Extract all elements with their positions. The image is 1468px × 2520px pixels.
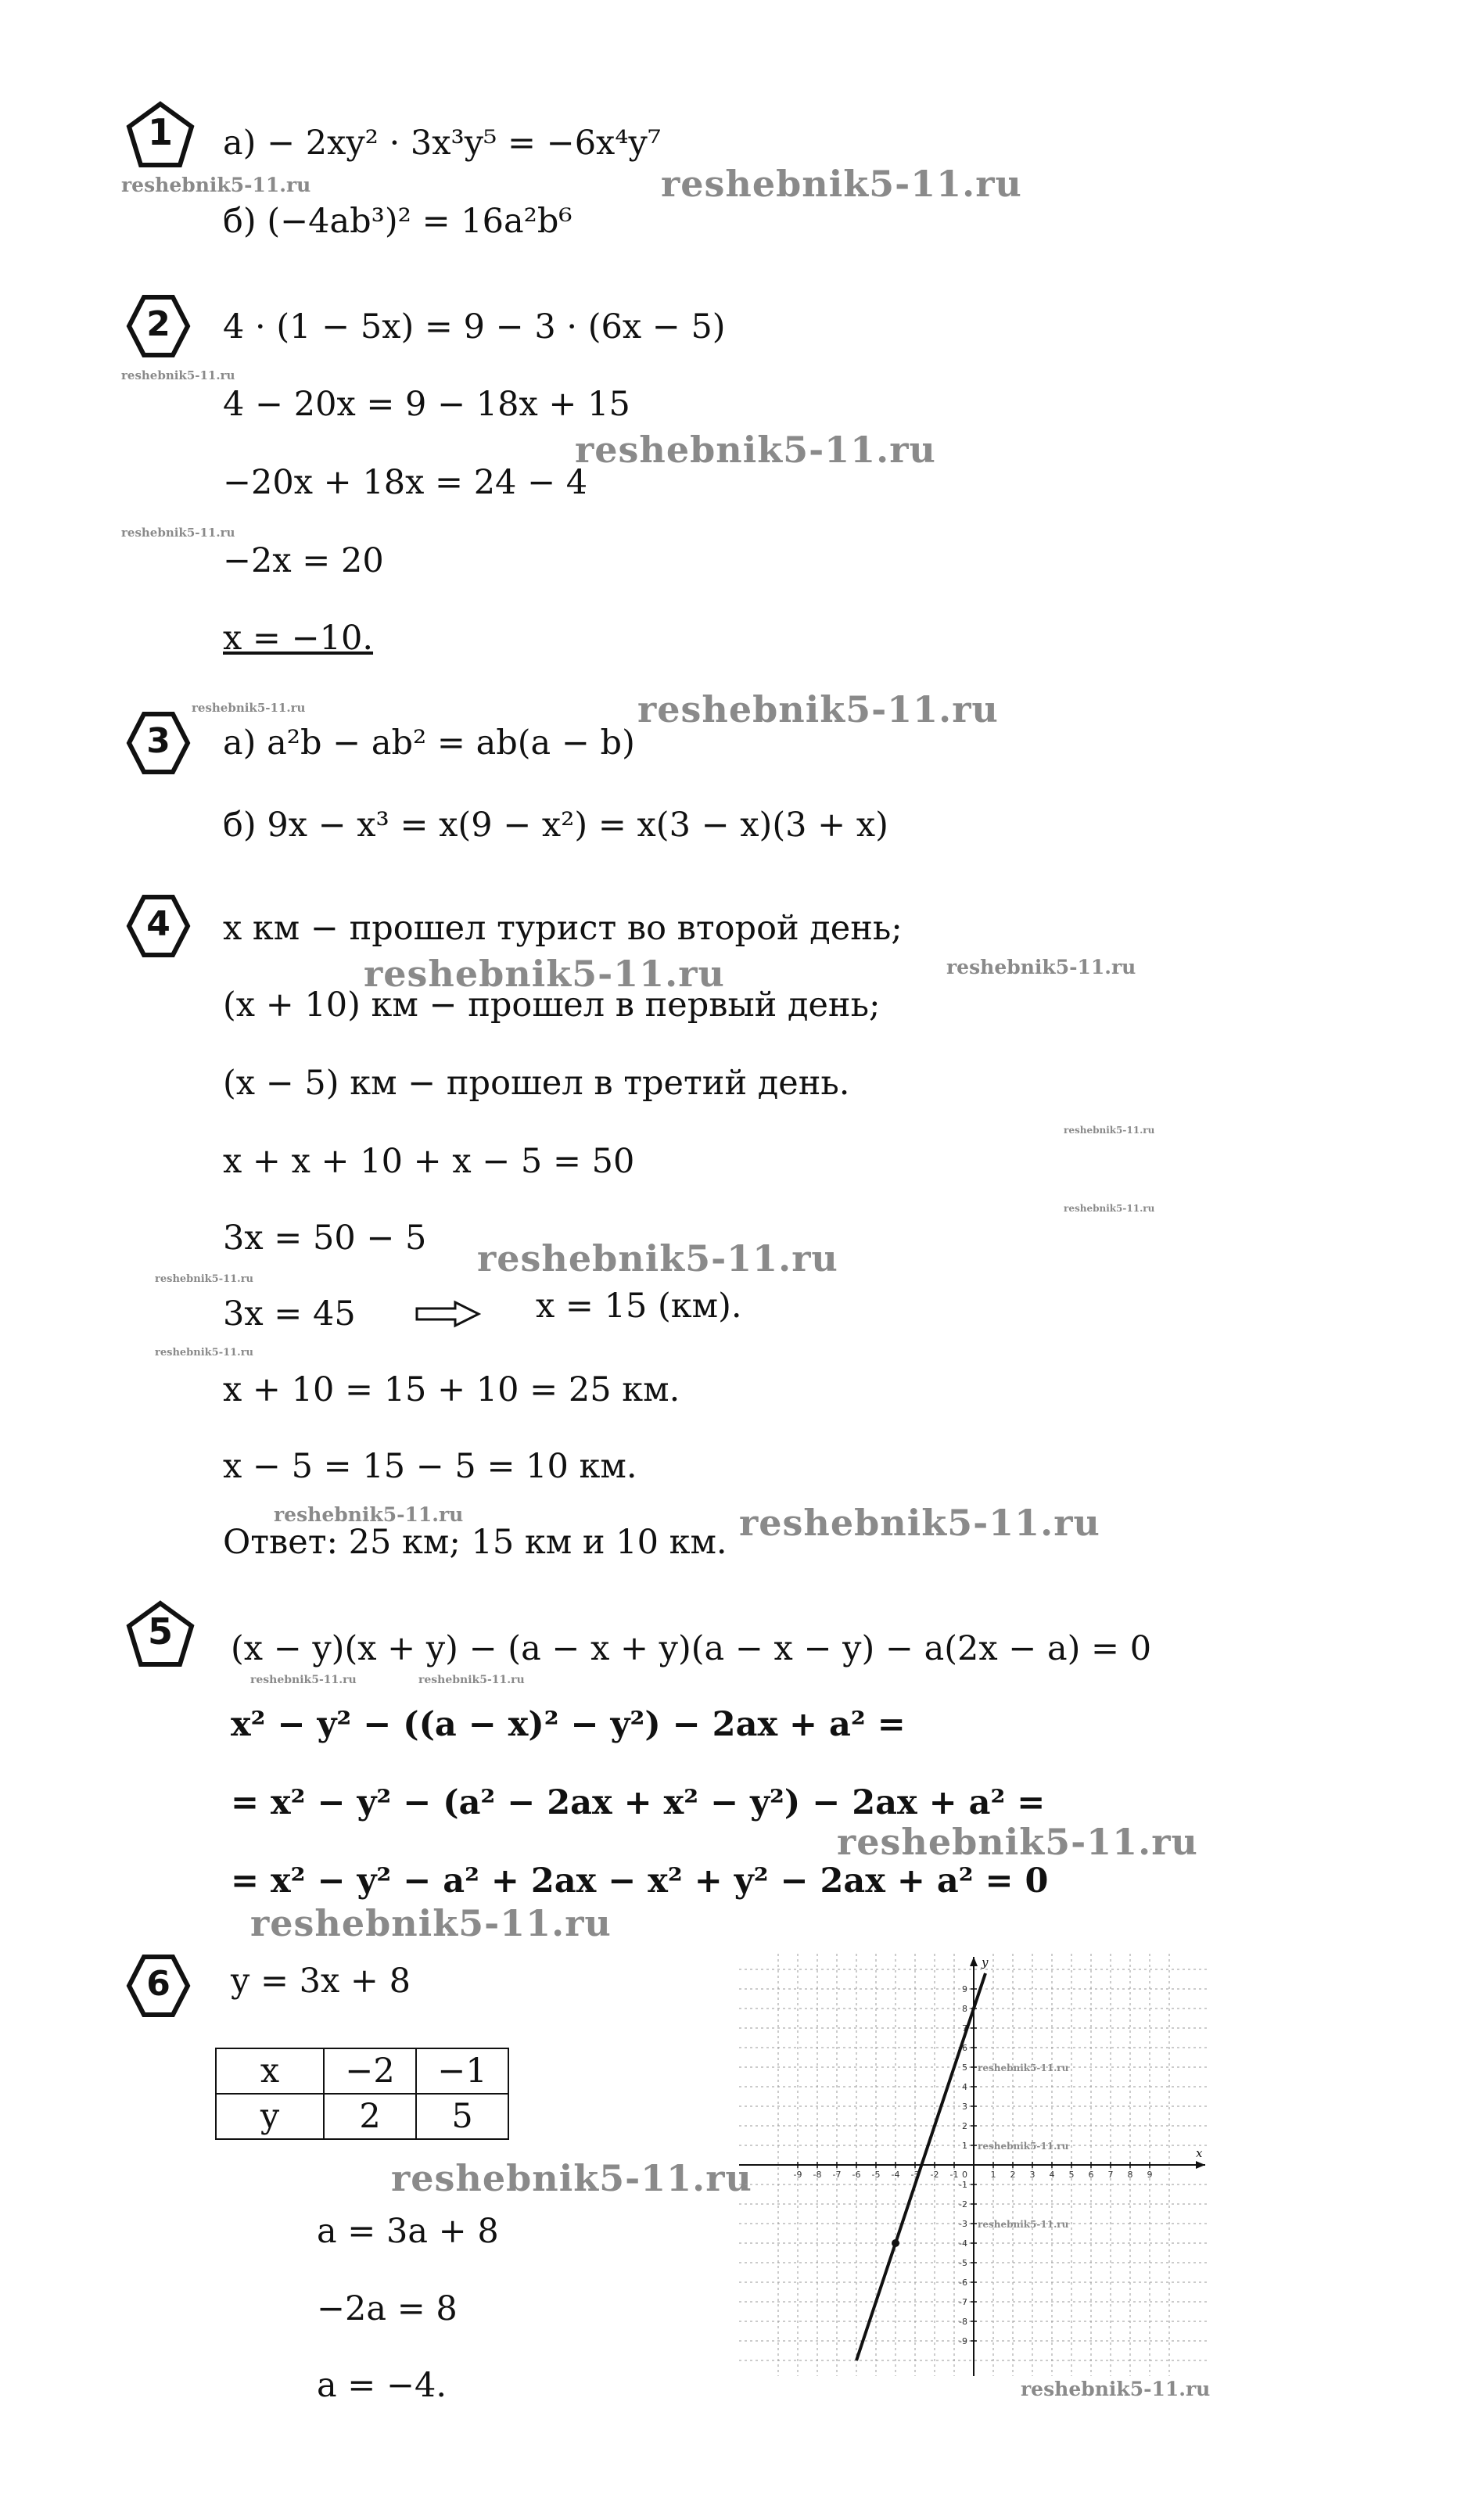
x-tick-label: -7 <box>832 2170 842 2180</box>
y-tick-label: 7 <box>962 2023 967 2034</box>
task6-line: a = −4. <box>317 2366 447 2405</box>
watermark-small: reshebnik5-11.ru <box>121 174 311 196</box>
x-tick-label: -9 <box>793 2170 802 2180</box>
task6-line: −2a = 8 <box>317 2289 458 2328</box>
watermark-tiny: reshebnik5-11.ru <box>155 1273 254 1285</box>
watermark-tiny: reshebnik5-11.ru <box>1064 1125 1155 1136</box>
x-tick-label: -5 <box>871 2170 881 2180</box>
x-tick-label: 8 <box>1127 2170 1133 2180</box>
table-cell: y <box>216 2094 324 2139</box>
table-cell: x <box>216 2048 324 2094</box>
watermark-tiny: reshebnik5-11.ru <box>192 701 306 715</box>
task4-line: x − 5 = 15 − 5 = 10 км. <box>223 1447 637 1486</box>
x-tick-label: 7 <box>1107 2170 1114 2180</box>
x-tick-label: -8 <box>813 2170 822 2180</box>
watermark-tiny: reshebnik5-11.ru <box>121 368 235 382</box>
y-tick-label: -6 <box>959 2278 967 2288</box>
task6-line: a = 3a + 8 <box>317 2212 499 2251</box>
y-tick-label: 9 <box>962 1984 967 1994</box>
watermark-tiny: reshebnik5-11.ru <box>418 1674 525 1686</box>
value-table <box>215 2048 509 2140</box>
y-tick-label: 3 <box>962 2102 967 2112</box>
watermark-small: reshebnik5-11.ru <box>946 956 1136 978</box>
watermark-tiny: reshebnik5-11.ru <box>121 526 235 540</box>
y-tick-label: -1 <box>959 2180 967 2190</box>
y-tick-label: -2 <box>959 2199 967 2209</box>
badge-label: 4 <box>146 904 170 944</box>
x-axis-arrow-icon <box>1196 2161 1205 2169</box>
x-axis-label: x <box>1196 2146 1203 2160</box>
x-tick-label: 2 <box>1010 2170 1016 2180</box>
x-tick-label: -1 <box>949 2170 959 2180</box>
table-row <box>216 2094 508 2139</box>
watermark-tiny: reshebnik5-11.ru <box>1064 1203 1155 1214</box>
task5-line: x² − y² − ((a − x)² − y²) − 2ax + a² = <box>231 1705 906 1744</box>
y-tick-label: 5 <box>962 2062 967 2073</box>
graph-point <box>892 2239 899 2247</box>
task-number-badge <box>125 1599 196 1670</box>
watermark-big: reshebnik5-11.ru <box>739 1502 1100 1544</box>
task4-line: x + 10 = 15 + 10 = 25 км. <box>223 1370 680 1409</box>
task1-line-a: а) − 2xy² · 3x³y⁵ = −6x⁴y⁷ <box>223 124 662 163</box>
x-tick-label: 5 <box>1068 2170 1075 2180</box>
watermark-tiny: reshebnik5-11.ru <box>978 2219 1069 2230</box>
task4-answer: Ответ: 25 км; 15 км и 10 км. <box>223 1523 727 1562</box>
watermark-big: reshebnik5-11.ru <box>477 1237 838 1280</box>
task6-equation: y = 3x + 8 <box>231 1962 411 2001</box>
y-tick-label: 4 <box>962 2082 967 2092</box>
y-tick-label: 8 <box>962 2004 967 2014</box>
task-number-badge <box>125 100 196 171</box>
y-tick-label: 1 <box>962 2141 967 2151</box>
task2-line: −20x + 18x = 24 − 4 <box>223 463 588 502</box>
task2-line: 4 · (1 − 5x) = 9 − 3 · (6x − 5) <box>223 307 726 346</box>
task3-line-a: а) a²b − ab² = ab(a − b) <box>223 723 635 763</box>
badge-label: 1 <box>147 111 173 153</box>
x-tick-label: 4 <box>1049 2170 1055 2180</box>
task4-line: 3x = 50 − 5 <box>223 1219 427 1258</box>
watermark-tiny: reshebnik5-11.ru <box>978 2062 1069 2073</box>
task5-line: = x² − y² − a² + 2ax − x² + y² − 2ax + a² = 0 <box>231 1861 1049 1901</box>
task-number-badge <box>125 710 192 777</box>
table-row <box>216 2048 508 2094</box>
x-tick-label: -6 <box>852 2170 861 2180</box>
y-axis-label: y <box>982 1955 989 1969</box>
task4-result: x = 15 (км). <box>536 1287 742 1326</box>
x-tick-label: 9 <box>1147 2170 1153 2180</box>
watermark-tiny: reshebnik5-11.ru <box>250 1674 357 1686</box>
table-cell: −1 <box>416 2048 508 2094</box>
y-tick-label: -4 <box>959 2238 967 2249</box>
task2-line: −2x = 20 <box>223 541 384 580</box>
y-tick-label: -7 <box>959 2297 967 2307</box>
task2-line: 4 − 20x = 9 − 18x + 15 <box>223 385 630 424</box>
watermark-big: reshebnik5-11.ru <box>391 2157 752 2199</box>
y-tick-label: -9 <box>959 2336 967 2346</box>
x-tick-label: -3 <box>910 2170 920 2180</box>
y-tick-label: 6 <box>962 2043 967 2053</box>
task4-line: (x + 10) км − прошел в первый день; <box>223 985 881 1025</box>
watermark-big: reshebnik5-11.ru <box>661 163 1022 205</box>
watermark-tiny: reshebnik5-11.ru <box>155 1347 254 1359</box>
badge-label: 3 <box>146 721 170 761</box>
watermark-big: reshebnik5-11.ru <box>637 688 999 731</box>
badge-label: 2 <box>146 304 170 344</box>
task-number-badge <box>125 893 192 960</box>
origin-label: 0 <box>962 2170 967 2180</box>
function-graph <box>739 1954 1208 2376</box>
task4-line: (x − 5) км − прошел в третий день. <box>223 1064 850 1103</box>
table-cell: 2 <box>324 2094 416 2139</box>
task-number-badge <box>125 293 192 360</box>
task4-line: x км − прошел турист во второй день; <box>223 909 903 948</box>
y-tick-label: -3 <box>959 2219 967 2229</box>
task5-line: = x² − y² − (a² − 2ax + x² − y²) − 2ax + a² = <box>231 1783 1046 1822</box>
task2-answer: x = −10. <box>223 619 374 658</box>
badge-label: 5 <box>147 1610 173 1653</box>
y-axis-arrow-icon <box>970 1957 978 1966</box>
task1-line-b: б) (−4ab³)² = 16a²b⁶ <box>223 202 572 241</box>
badge-label: 6 <box>146 1964 170 2004</box>
implies-arrow-icon <box>415 1300 481 1328</box>
task-number-badge <box>125 1953 192 2019</box>
table-cell: −2 <box>324 2048 416 2094</box>
task5-line: (x − y)(x + y) − (a − x + y)(a − x − y) − a(2x − a) = 0 <box>231 1629 1152 1668</box>
task4-line: x + x + 10 + x − 5 = 50 <box>223 1142 635 1181</box>
table-cell: 5 <box>416 2094 508 2139</box>
watermark-big: reshebnik5-11.ru <box>575 429 936 471</box>
task4-line: 3x = 45 <box>223 1294 356 1334</box>
x-tick-label: 3 <box>1029 2170 1035 2180</box>
task3-line-b: б) 9x − x³ = x(9 − x²) = x(3 − x)(3 + x) <box>223 806 888 845</box>
y-tick-label: 2 <box>962 2121 967 2131</box>
y-tick-label: -8 <box>959 2317 967 2327</box>
watermark-small: reshebnik5-11.ru <box>1021 2378 1211 2400</box>
watermark-big: reshebnik5-11.ru <box>364 953 725 995</box>
x-tick-label: 1 <box>990 2170 996 2180</box>
watermark-tiny: reshebnik5-11.ru <box>978 2141 1069 2152</box>
watermark-small: reshebnik5-11.ru <box>274 1503 464 1526</box>
x-tick-label: -4 <box>891 2170 900 2180</box>
y-tick-label: -5 <box>959 2258 967 2268</box>
x-tick-label: 6 <box>1088 2170 1094 2180</box>
x-tick-label: -2 <box>930 2170 939 2180</box>
watermark-big: reshebnik5-11.ru <box>250 1902 612 1944</box>
watermark-big: reshebnik5-11.ru <box>837 1821 1198 1863</box>
